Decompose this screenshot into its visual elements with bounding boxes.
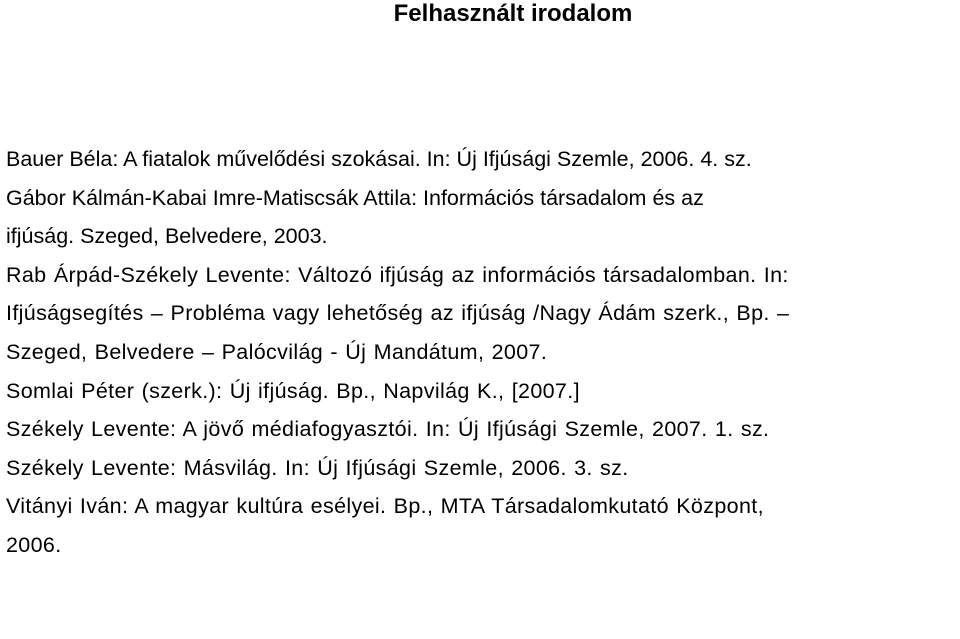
reference-line: Rab Árpád-Székely Levente: Változó ifjúság az információs társadalomban. In: — [6, 262, 789, 287]
reference-line: Somlai Péter (szerk.): Új ifjúság. Bp., Napvilág K., [2007.] — [6, 378, 580, 403]
reference-line: Bauer Béla: A fiatalok művelődési szokásai. In: Új Ifjúsági Szemle, 2006. 4. sz. — [6, 147, 752, 171]
reference-line: Székely Levente: Másvilág. In: Új Ifjúsági Szemle, 2006. 3. sz. — [6, 455, 629, 480]
reference-line: Székely Levente: A jövő médiafogyasztói. In: Új Ifjúsági Szemle, 2007. 1. sz. — [6, 417, 770, 442]
reference-item-6 — [6, 449, 956, 488]
reference-item-7 — [6, 487, 956, 564]
page-title: Felhasznált irodalom — [393, 0, 633, 27]
reference-line: Ifjúságsegítés – Probléma vagy lehetőség az ifjúság /Nagy Ádám szerk., Bp. – — [6, 301, 790, 326]
reference-line: Gábor Kálmán-Kabai Imre-Matiscsák Attila: Információs társadalom és az — [6, 185, 704, 210]
reference-item-4 — [6, 372, 956, 411]
reference-line: ifjúság. Szeged, Belvedere, 2003. — [6, 224, 328, 249]
reference-line: 2006. — [6, 532, 62, 557]
reference-line: Vitányi Iván: A magyar kultúra esélyei. Bp., MTA Társadalomkutató Központ, — [6, 494, 764, 519]
reference-item-2 — [6, 179, 956, 256]
reference-list — [6, 140, 956, 565]
reference-item-1 — [6, 140, 956, 179]
reference-item-5 — [6, 410, 956, 449]
reference-item-3 — [6, 256, 956, 372]
reference-line: Szeged, Belvedere – Palócvilág - Új Mandátum, 2007. — [6, 339, 548, 364]
